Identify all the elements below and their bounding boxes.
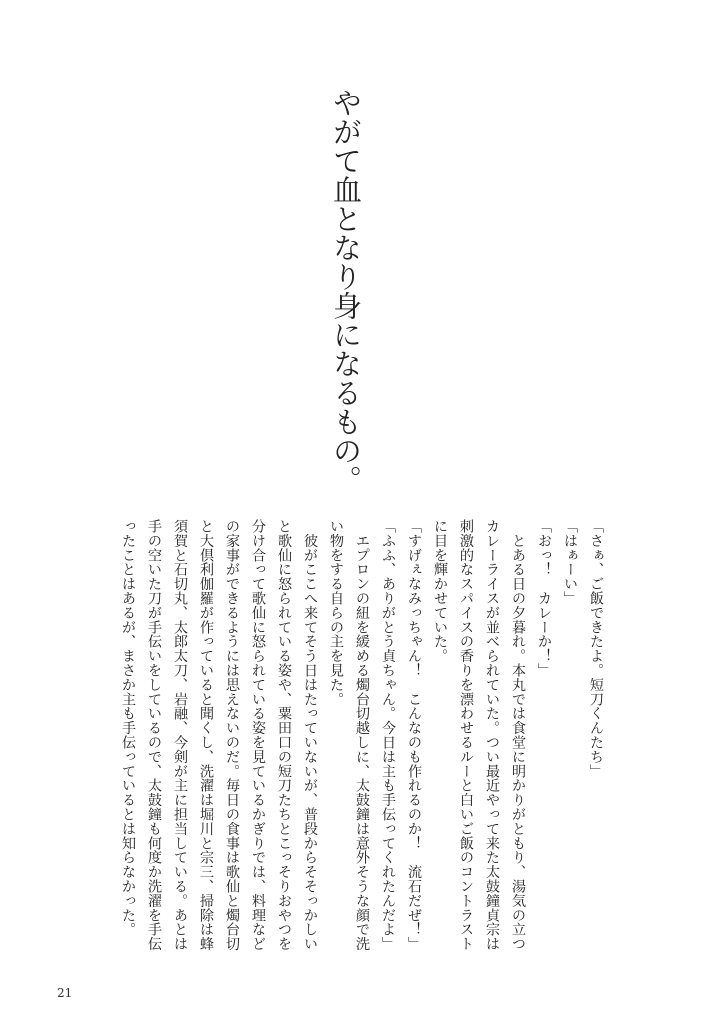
paragraph: 「さぁ、ご飯できたよ。短刀くんたち」 — [588, 519, 604, 779]
paragraph: 「すげぇなみっちゃん！ こんなのも作れるのか！ 流石だぜ！」 — [406, 519, 422, 951]
paragraph: エプロンの紐を緩める燭台切越しに、太鼓鐘は意外そうな顔で洗い物をする自らの主を見た。 — [328, 519, 370, 951]
paragraph: とある日の夕暮れ。本丸では食堂に明かりがともり、湯気の立つカレーライスが並べられていた。つい最近やって来た太鼓鐘貞宗は刺激的なスパイスの香りを漂わせるルーと白いご飯のコントラストに目を輝かせていた。 — [432, 519, 526, 951]
paragraph: 「はぁーい」 — [562, 519, 578, 606]
paragraph: 「ふふ、ありがとう貞ちゃん。今日は主も手伝ってくれたんだよ」 — [380, 519, 396, 951]
body-text — [49, 519, 609, 959]
paragraph: 「おっ！ カレーか！」 — [536, 519, 552, 678]
paragraph: 彼がここへ来てそう日はたっていないが、普段からそそっかしいと歌仙に怒られている姿や、粟田口の短刀たちとこっそりおやつを分け合って歌仙に怒られている姿を見ているかぎりでは、料理などの家事ができるようには思えないのだ。毎日の食事は歌仙と燭台切と大倶利伽羅が作っていると聞くし、洗濯は堀川と宗三、掃除は蜂須賀と石切丸、太郎太刀、岩融、今剣が主に担当している。あとは手の空いた刀が手伝いをしているので、太鼓鐘も何度か洗濯を手伝ったことはあるが、まさか主も手伝っているとは知らなかった。 — [120, 519, 318, 951]
chapter-title: やがて血となり身になるもの。 — [329, 88, 363, 494]
page-number: 21 — [57, 986, 73, 1000]
